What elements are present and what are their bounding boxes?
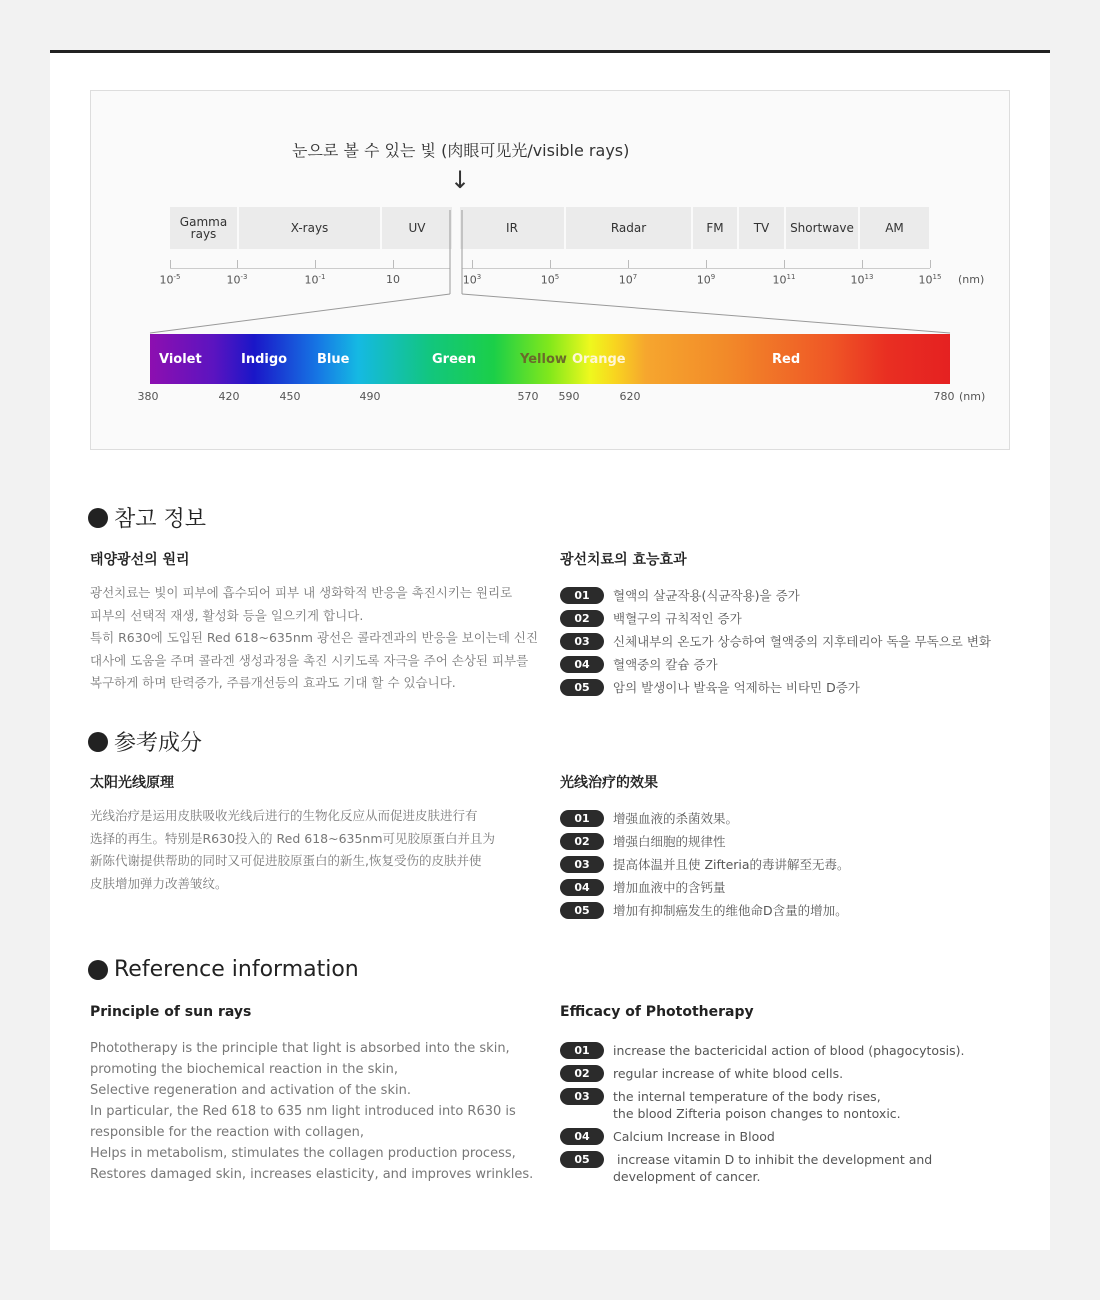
number-badge: 04: [560, 656, 604, 673]
chinese-principle-paragraph: 光线治疗是运用皮肤吸收光线后进行的生物化反应从而促进皮肤进行有 选择的再生。特别是R630投入的 Red 618~635nm可见胶原蛋白并且为 新陈代谢提供帮助的同时又可促进胶原蛋白的新生,恢复受伤的皮肤并使 皮肤增加弹力改善皱纹。: [90, 808, 496, 891]
number-badge: 02: [560, 610, 604, 627]
wavelength-tick-label: $10^7$: [618, 273, 638, 287]
number-badge: 04: [560, 879, 604, 896]
number-badge: 05: [560, 679, 604, 696]
number-badge: 03: [560, 633, 604, 650]
number-badge: 05: [560, 902, 604, 919]
wavelength-unit: (nm): [958, 273, 985, 286]
list-item: 03 提高体温并且使 Zifteria的毒讲解至无毒。: [560, 856, 1000, 873]
band-shortwave: Shortwave: [786, 207, 858, 249]
color-label-violet: Violet: [159, 352, 202, 367]
section-title-korean: 참고 정보: [88, 502, 206, 533]
band-gamma-rays: Gamma rays: [170, 207, 237, 249]
korean-efficacy-title: 광선치료의 효능효과: [560, 552, 687, 568]
bullet-dot-icon: [88, 960, 108, 980]
wavelength-tick-label: $10^{-1}$: [304, 273, 326, 287]
number-badge: 01: [560, 1042, 604, 1059]
bullet-dot-icon: [88, 732, 108, 752]
color-label-indigo: Indigo: [241, 352, 288, 367]
nm-tick-label: 420: [218, 390, 240, 403]
list-item: 01 增强血液的杀菌效果。: [560, 810, 1000, 827]
english-efficacy-list: [560, 1042, 1000, 1191]
number-badge: 01: [560, 587, 604, 604]
band-fm: FM: [693, 207, 737, 249]
list-item: 04 혈액중의 칼슘 증가: [560, 656, 1000, 673]
number-badge: 04: [560, 1128, 604, 1145]
nm-tick-label: 570: [517, 390, 539, 403]
list-item: 02 백혈구의 규칙적인 증가: [560, 610, 1000, 627]
list-item: 01 increase the bactericidal action of blood (phagocytosis).: [560, 1042, 1000, 1059]
wavelength-tick-label: $10^5$: [540, 273, 560, 287]
english-principle-paragraph: Phototherapy is the principle that light is absorbed into the skin, promoting the biochemical reaction in the skin, Selective regeneration and activation of the skin. In particular, the Red 618 to 635 nm light introduced into R630 is responsible for the reaction with collagen, Helps in metabolism, stimulates the collagen production process, Restores damaged skin, increases elasticity, and improves wrinkles.: [90, 1041, 534, 1182]
nm-tick-label: 620: [619, 390, 641, 403]
list-item: 01 혈액의 살균작용(식균작용)을 증가: [560, 587, 1000, 604]
wavelength-tick-label: $10^{-3}$: [226, 273, 248, 287]
korean-principle-title: 태양광선의 원리: [90, 552, 190, 568]
band-x-rays: X-rays: [239, 207, 380, 249]
color-label-blue: Blue: [317, 352, 350, 367]
number-badge: 05: [560, 1151, 604, 1168]
list-item: 04 增加血液中的含钙量: [560, 879, 1000, 896]
wavelength-tick-label: $10^{13}$: [850, 273, 874, 287]
color-label-yellow: Yellow: [520, 352, 567, 367]
korean-principle-paragraph: 광선치료는 빛이 피부에 흡수되어 피부 내 생화학적 반응을 촉진시키는 원리로 피부의 선택적 재생, 활성화 등을 일으키게 합니다. 특히 R630에 도입된 Red 618~635nm 광선은 콜라겐과의 반응을 보이는데 신진 대사에 도움을 주며 콜라겐 생성과정을 촉진 시키도록 자극을 주어 손상된 피부를 복구하게 하며 탄력증가, 주름개선등의 효과도 기대 할 수 있습니다.: [90, 585, 539, 690]
list-item: 03 the internal temperature of the body rises, the blood Zifteria poison changes to nontoxic.: [560, 1088, 1000, 1122]
list-item: 02 regular increase of white blood cells.: [560, 1065, 1000, 1082]
color-label-orange: Orange: [572, 352, 626, 367]
band-ir: IR: [460, 207, 564, 249]
bullet-dot-icon: [88, 508, 108, 528]
nm-tick-label: 450: [279, 390, 301, 403]
nm-tick-label: 490: [359, 390, 381, 403]
number-badge: 02: [560, 833, 604, 850]
chinese-efficacy-title: 光线治疗的效果: [560, 775, 658, 791]
wavelength-tick-label: $10^3$: [462, 273, 482, 287]
list-item: 02 增强白细胞的规律性: [560, 833, 1000, 850]
nm-tick-label: 380: [137, 390, 159, 403]
color-label-green: Green: [432, 352, 476, 367]
section-title-chinese: 参考成分: [88, 726, 202, 757]
number-badge: 03: [560, 856, 604, 873]
wavelength-tick-label: $10^{15}$: [918, 273, 942, 287]
nm-tick-label: 590: [558, 390, 580, 403]
band-radar: Radar: [566, 207, 691, 249]
wavelength-tick-label: $10^{-5}$: [159, 273, 181, 287]
list-item: 05 增加有抑制癌发生的维他命D含量的增加。: [560, 902, 1000, 919]
wavelength-tick-label: 10: [386, 273, 400, 286]
list-item: 05 암의 발생이나 발육을 억제하는 비타민 D증가: [560, 679, 1000, 696]
english-principle-title: Principle of sun rays: [90, 1004, 252, 1020]
section-title-english: Reference information: [88, 957, 359, 982]
band-uv: UV: [382, 207, 452, 249]
number-badge: 02: [560, 1065, 604, 1082]
korean-efficacy-list: [560, 587, 1000, 702]
band-am: AM: [860, 207, 929, 249]
down-arrow-icon: ↓: [450, 166, 471, 194]
number-badge: 03: [560, 1088, 604, 1105]
nm-tick-label: 780: [933, 390, 955, 403]
color-label-red: Red: [772, 352, 801, 367]
wavelength-tick-label: $10^9$: [696, 273, 716, 287]
nm-unit: (nm): [959, 390, 986, 403]
chinese-principle-title: 太阳光线原理: [90, 775, 174, 791]
visible-rays-title: 눈으로 볼 수 있는 빛 (肉眼可见光/visible rays): [292, 141, 630, 160]
band-tv: TV: [739, 207, 784, 249]
chinese-efficacy-list: [560, 810, 1000, 925]
list-item: 05 increase vitamin D to inhibit the development and development of cancer.: [560, 1151, 1000, 1185]
english-efficacy-title: Efficacy of Phototherapy: [560, 1004, 754, 1020]
list-item: 03 신체내부의 온도가 상승하여 혈액중의 지후테리아 독을 무독으로 변화: [560, 633, 1000, 650]
list-item: 04 Calcium Increase in Blood: [560, 1128, 1000, 1145]
number-badge: 01: [560, 810, 604, 827]
wavelength-tick-label: $10^{11}$: [772, 273, 796, 287]
